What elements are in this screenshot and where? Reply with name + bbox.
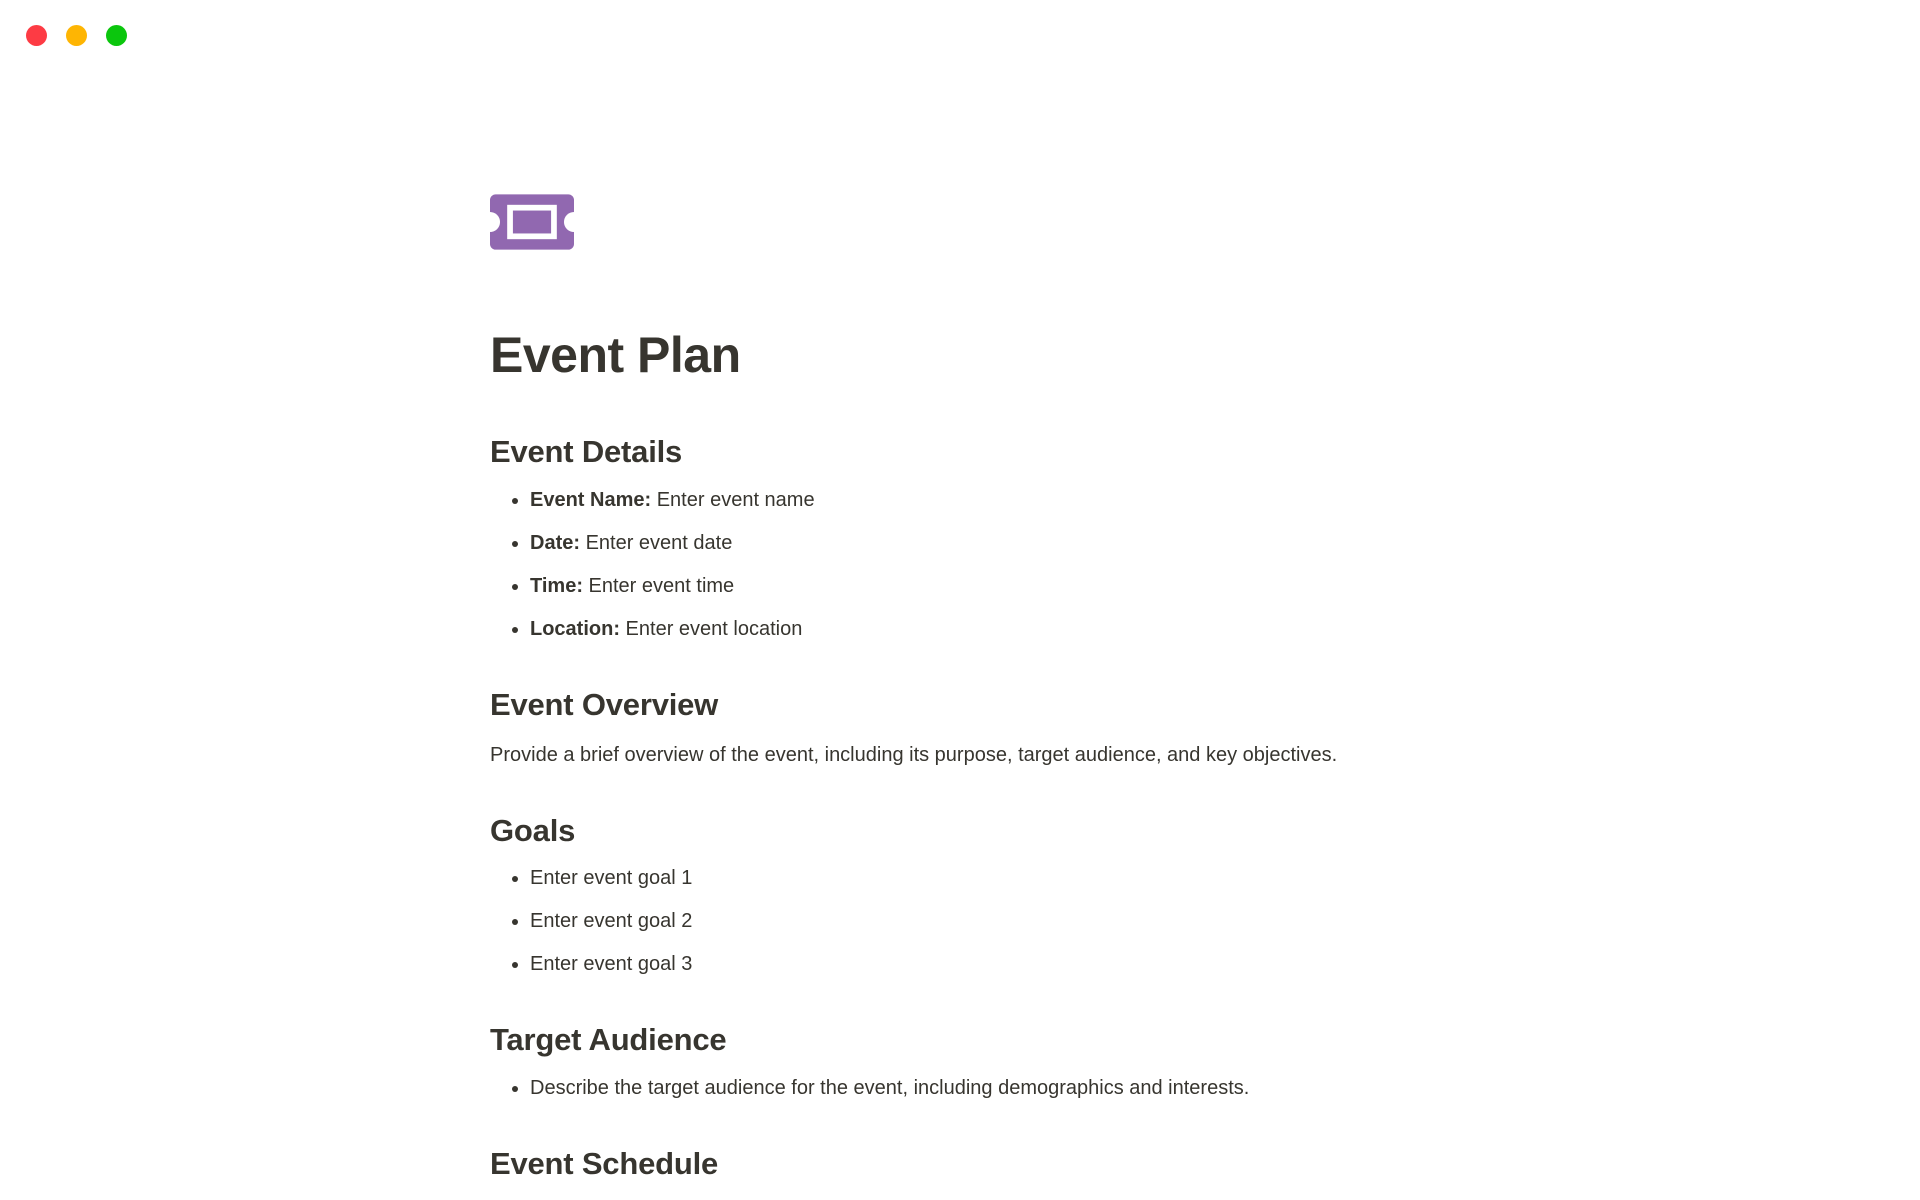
event-details-list [490, 485, 815, 644]
window-controls [26, 25, 127, 46]
ticket-icon[interactable] [490, 193, 574, 251]
heading-event-schedule: Event Schedule [490, 1146, 719, 1181]
list-item [530, 571, 815, 601]
item-label: Time: [530, 574, 583, 597]
item-label: Event Name: [530, 488, 652, 511]
item-text: Enter event name [651, 488, 815, 511]
list-item: • Enter event goal 2 [530, 906, 692, 936]
event-overview-paragraph: Provide a brief overview of the event, including its purpose, target audience, and key objectives. [490, 743, 1338, 766]
goals-list [490, 863, 692, 979]
heading-goals: Goals [490, 812, 576, 848]
minimize-button[interactable] [66, 25, 87, 46]
target-audience-list [490, 1073, 1249, 1103]
list-item: • Enter event goal 3 [530, 949, 692, 979]
list-item [530, 528, 815, 558]
list-item: • Describe the target audience for the event, including demographics and interests. [530, 1073, 1249, 1103]
zoom-button[interactable] [106, 25, 127, 46]
item-text: Enter event time [582, 574, 735, 597]
page-title: Event Plan [490, 327, 741, 383]
list-item [530, 614, 815, 644]
heading-event-details: Event Details [490, 434, 683, 469]
heading-event-overview: Event Overview [490, 686, 719, 722]
list-item [530, 485, 815, 515]
item-label: Date: [530, 531, 581, 554]
close-button[interactable] [26, 25, 47, 46]
item-label: Location: [530, 617, 620, 640]
list-item: • Enter event goal 1 [530, 863, 692, 893]
item-text: Enter event date [580, 531, 733, 554]
heading-target-audience: Target Audience [490, 1022, 727, 1058]
item-text: Enter event location [620, 617, 803, 640]
document-body [490, 193, 1430, 1184]
